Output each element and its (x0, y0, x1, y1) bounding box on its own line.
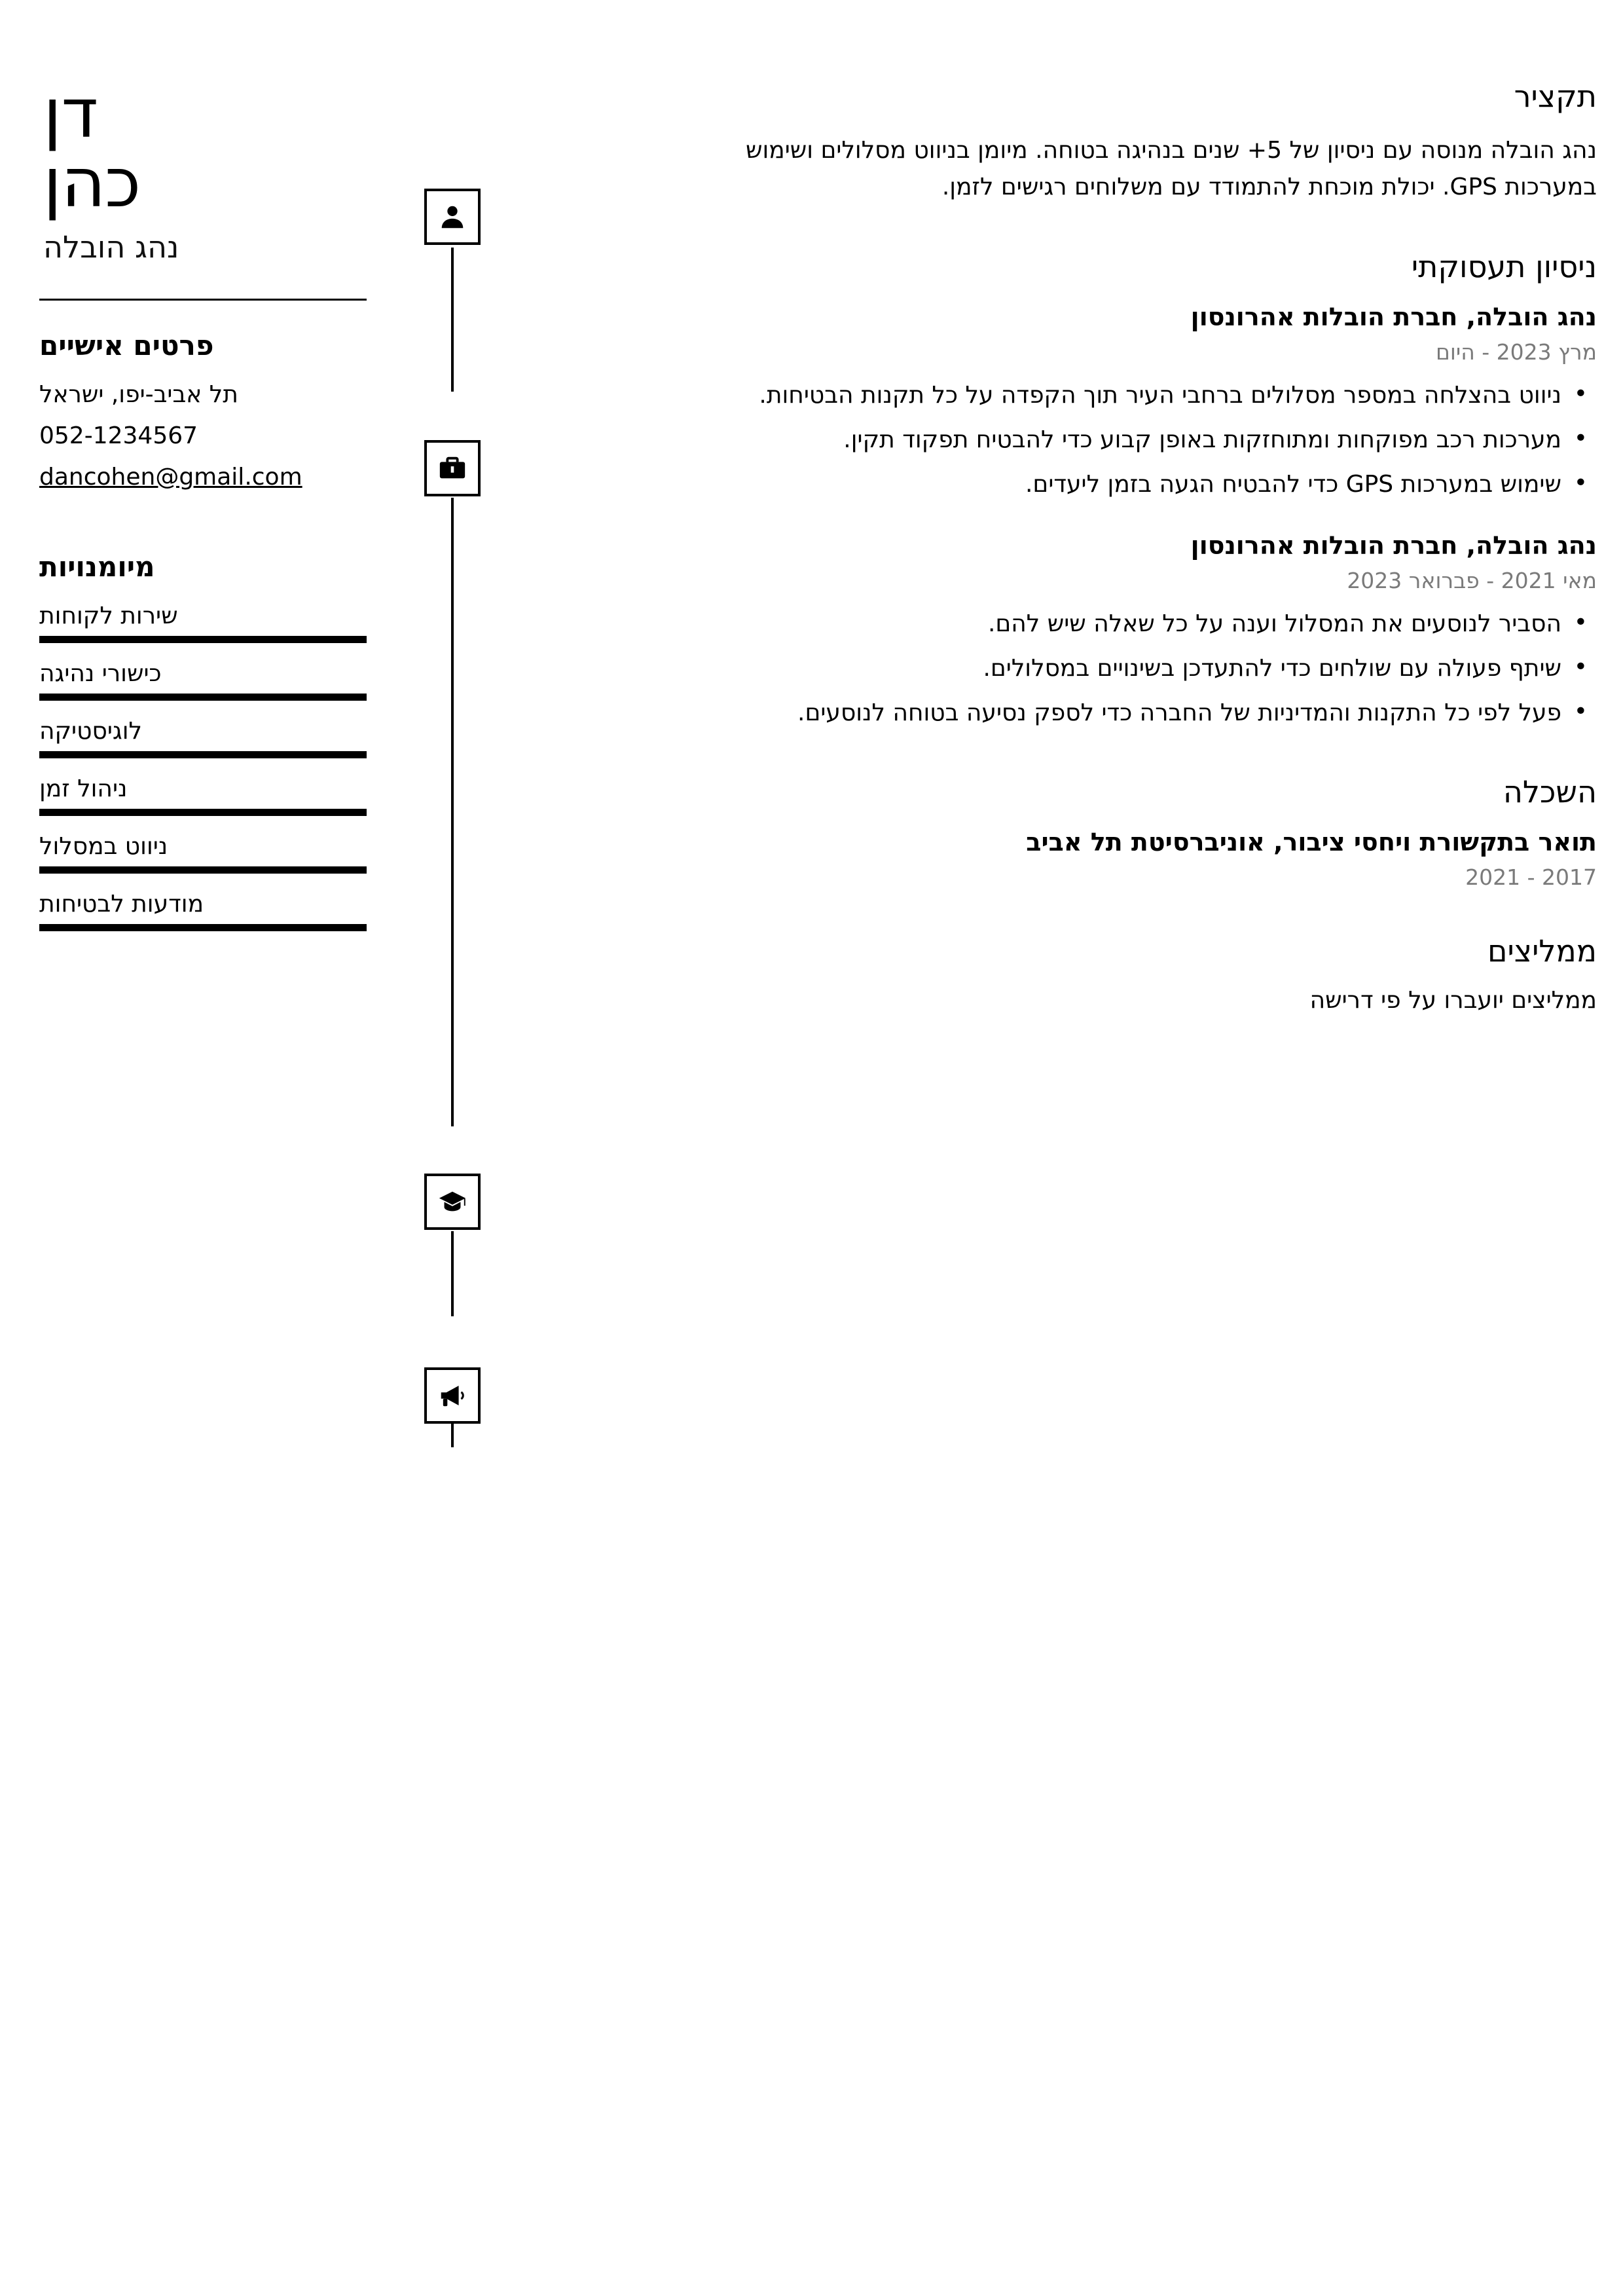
job-bullet: • הסביר לנוסעים את המסלול וענה על כל שאלה שיש להם. (674, 606, 1561, 642)
skill-bar (39, 866, 367, 874)
first-name: דן (43, 73, 98, 153)
personal-details-heading: פרטים אישיים (39, 329, 214, 362)
job-bullet: • שיתף פעולה עם שולחים כדי להתעדכן בשינויים במסלולים. (674, 651, 1561, 686)
job-bullet: • שימוש במערכות GPS כדי להבטיח הגעה בזמן ליעדים. (674, 467, 1561, 502)
skill-label: ניהול זמן (39, 775, 128, 803)
skill-bar (39, 694, 367, 701)
summary-text: נהג הובלה מנוסה עם ניסיון של 5+ שנים בנהיגה בטוחה. מיומן בניווט מסלולים ושימוש במערכות GPS. יכולת מוכחת להתמודד עם משלוחים רגישים לזמן. (745, 137, 1597, 200)
rail-connector (451, 248, 454, 392)
skill-bar (39, 924, 367, 931)
skill-bar (39, 751, 367, 758)
rail-connector (451, 1421, 454, 1447)
skill-label: לוגיסטיקה (39, 718, 142, 745)
rail-connector (451, 498, 454, 1126)
education-title: השכלה (1503, 773, 1597, 809)
job-title-header: נהג הובלה (43, 229, 179, 265)
experience-item (674, 303, 1597, 502)
skill-item (39, 833, 367, 874)
section-education (674, 774, 1597, 890)
summary-title: תקציר (1514, 79, 1597, 114)
section-references (674, 933, 1597, 1014)
skills-heading: מיומנויות (39, 551, 155, 583)
job-bullet-list (674, 606, 1597, 731)
references-text: ממליצים יועברו על פי דרישה (1309, 986, 1597, 1014)
skill-label: ניווט במסלול (39, 833, 168, 861)
rail-connector (451, 1231, 454, 1316)
skill-label: כישורי נהיגה (39, 660, 162, 688)
skill-item (39, 775, 367, 816)
skill-item (39, 602, 367, 643)
spacer (39, 505, 367, 551)
sidebar-column (0, 73, 406, 1454)
contact-email[interactable] (39, 464, 367, 491)
person-icon (424, 189, 481, 245)
last-name: כהן (43, 143, 141, 223)
job-bullet: • מערכות רכב מפוקחות ומתוחזקות באופן קבוע כדי להבטיח תפקוד תקין. (674, 422, 1561, 458)
section-summary (674, 79, 1597, 206)
skill-item (39, 718, 367, 758)
experience-item (674, 531, 1597, 731)
skill-label: שירות לקוחות (39, 602, 178, 630)
briefcase-icon (424, 440, 481, 496)
email-link[interactable]: dancohen@gmail.com (39, 464, 302, 491)
job-dates: מרץ 2023 - היום (1435, 339, 1597, 365)
job-title: נהג הובלה, חברת הובלות אהרונסון (1190, 302, 1597, 331)
job-bullet: • פעל לפי כל התקנות והמדיניות של החברה כדי לספק נסיעה בטוחה לנוסעים. (674, 695, 1561, 731)
skill-bar (39, 636, 367, 643)
job-dates: מאי 2021 - פברואר 2023 (1347, 567, 1597, 593)
main-column (504, 79, 1623, 1454)
references-title: ממליצים (1487, 933, 1597, 969)
megaphone-icon (424, 1367, 481, 1424)
education-degree: תואר בתקשורת ויחסי ציבור, אוניברסיטת תל אביב (1026, 827, 1597, 857)
contact-location: תל אביב-יפו, ישראל (39, 381, 238, 409)
section-experience (674, 249, 1597, 731)
experience-title: ניסיון תעסוקתי (1411, 248, 1597, 284)
education-dates: 2017 - 2021 (1465, 864, 1597, 890)
graduation-cap-icon (424, 1174, 481, 1230)
contact-phone: 052-1234567 (39, 422, 198, 450)
skill-item (39, 660, 367, 701)
skill-item (39, 891, 367, 931)
skill-label: מודעות לבטיחות (39, 891, 204, 918)
name-block (39, 73, 367, 265)
education-item (674, 828, 1597, 890)
job-title: נהג הובלה, חברת הובלות אהרונסון (1190, 530, 1597, 560)
job-bullet: • ניווט בהצלחה במספר מסלולים ברחבי העיר תוך הקפדה על כל תקנות הבטיחות. (674, 378, 1561, 413)
job-bullet-list (674, 378, 1597, 502)
skill-bar (39, 809, 367, 816)
divider (39, 299, 367, 301)
icon-rail (406, 79, 504, 1454)
